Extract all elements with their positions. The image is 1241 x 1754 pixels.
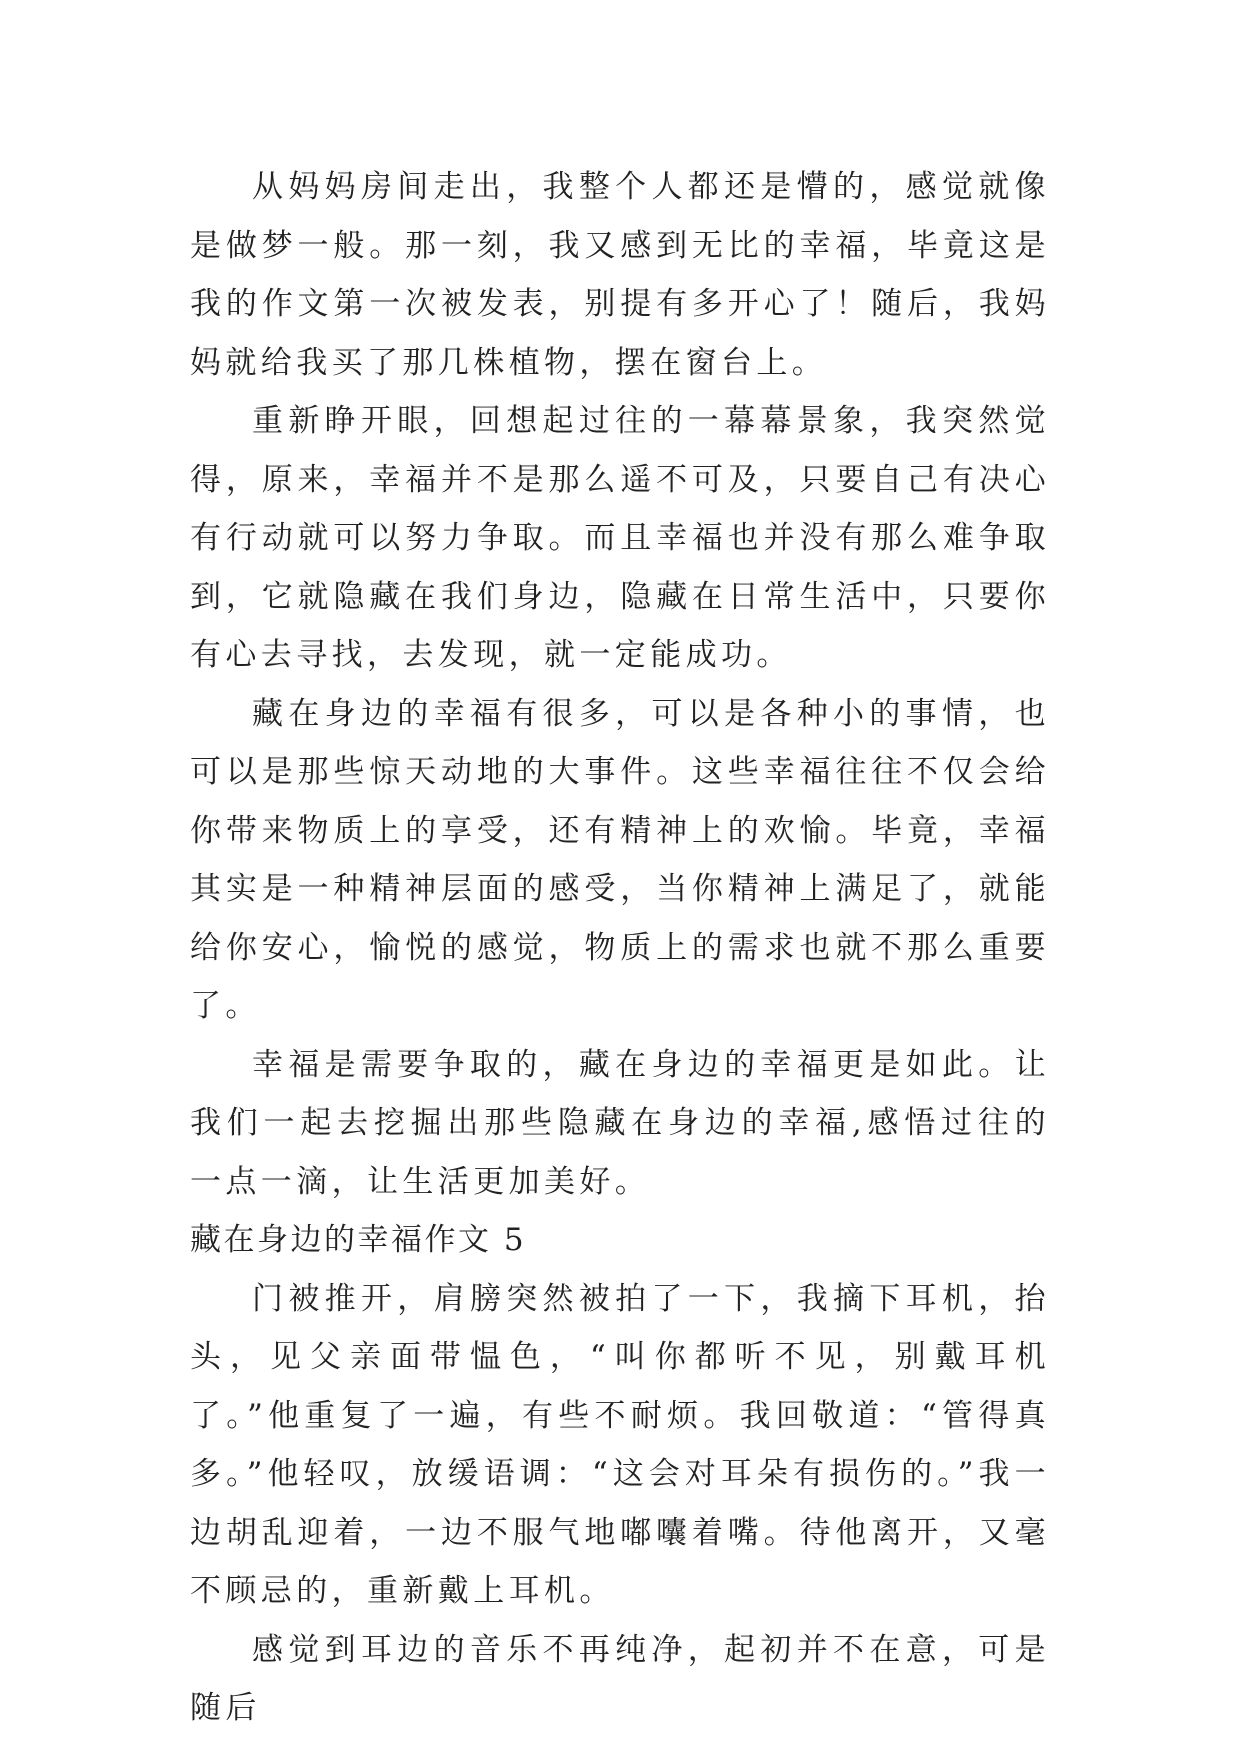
document-body	[190, 158, 1050, 1738]
paragraph-2: 重新睁开眼，回想起过往的一幕幕景象，我突然觉得，原来，幸福并不是那么遥不可及，只要自己有决心有行动就可以努力争取。而且幸福也并没有那么难争取到，它就隐藏在我们身边，隐藏在日常生活中，只要你有心去寻找，去发现，就一定能成功。	[190, 403, 1050, 673]
section-heading: 藏在身边的幸福作文 5	[190, 1222, 527, 1258]
paragraph-4: 幸福是需要争取的，藏在身边的幸福更是如此。让我们一起去挖掘出那些隐藏在身边的幸福,感悟过往的一点一滴，让生活更加美好。	[190, 1046, 1050, 1200]
paragraph-3: 藏在身边的幸福有很多，可以是各种小的事情，也可以是那些惊天动地的大事件。这些幸福往往不仅会给你带来物质上的享受，还有精神上的欢愉。毕竟，幸福其实是一种精神层面的感受，当你精神上满足了，就能给你安心，愉悦的感觉，物质上的需求也就不那么重要了。	[190, 695, 1050, 1024]
paragraph-1: 从妈妈房间走出，我整个人都还是懵的，感觉就像是做梦一般。那一刻，我又感到无比的幸福，毕竟这是我的作文第一次被发表，别提有多开心了！随后，我妈妈就给我买了那几株植物，摆在窗台上。	[190, 169, 1050, 381]
paragraph-6: 感觉到耳边的音乐不再纯净，起初并不在意，可是随后	[190, 1631, 1050, 1726]
paragraph-5: 门被推开，肩膀突然被拍了一下，我摘下耳机，抬头，见父亲面带愠色，“叫你都听不见，别戴耳机了。”他重复了一遍，有些不耐烦。我回敬道：“管得真多。”他轻叹，放缓语调：“这会对耳朵有损伤的。”我一边胡乱迎着，一边不服气地嘟囔着嘴。待他离开，又毫不顾忌的，重新戴上耳机。	[190, 1280, 1050, 1609]
